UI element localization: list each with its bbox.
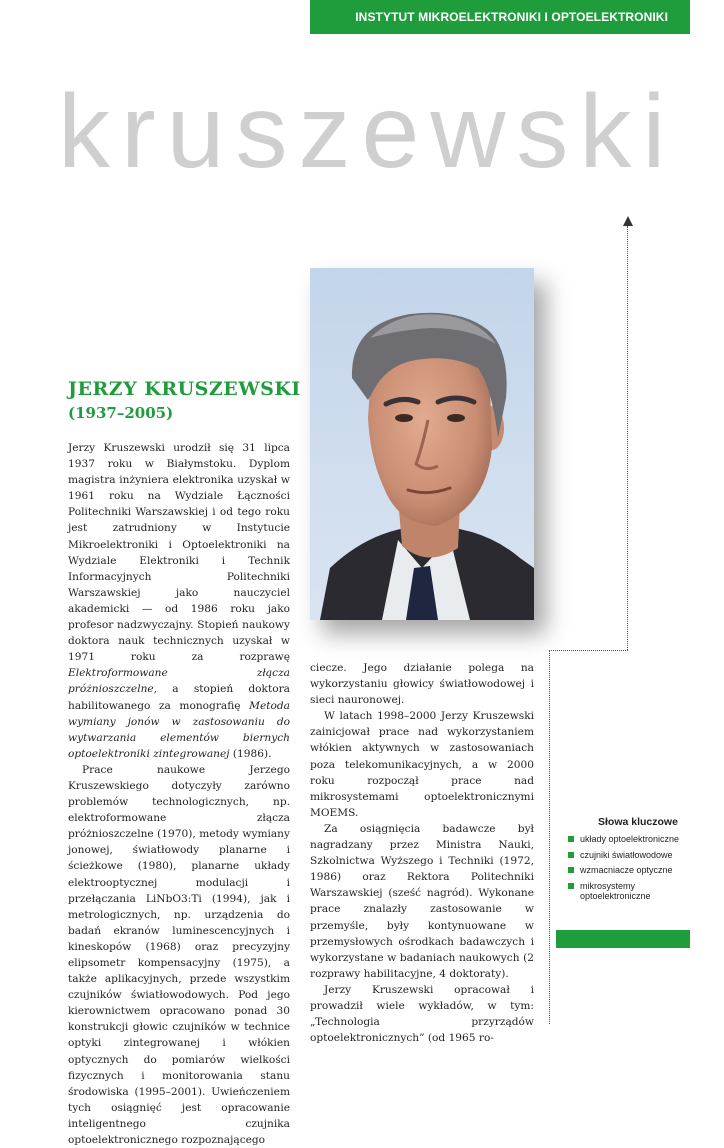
bio-text: a stopień doktora habilitowanego za monografię — [68, 683, 290, 712]
dotted-guide-line — [627, 226, 628, 650]
surname-heading: kruszewski — [58, 74, 677, 190]
person-name: JERZY KRUSZEWSKI — [68, 378, 301, 400]
bio-paragraph: Jerzy Kruszewski opracował i prowadził wiele wykładów, w tym: „Technologia przyrządów optoelektronicznych” (od 1965 ro- — [310, 983, 534, 1045]
keyword-label: wzmacniacze optyczne — [580, 865, 673, 875]
square-bullet-icon — [568, 836, 574, 842]
keyword-item — [566, 834, 690, 845]
bio-text: (1986). — [229, 747, 272, 760]
bio-paragraph: Za osiągnięcia badawcze był nagradzany przez Ministra Nauki, Szkolnictwa Wyższego i Techniki (1972, 1986) oraz Rektora Politechniki Warszawskiej (sześć nagród). Wykonane prace znalazły zastosowanie w przemyśle, były kontynuowane w przemysłowych ośrodkach badawczych i wykorzystane w badaniach naukowych (2 rozprawy habilitacyjne, 4 doktoraty). — [310, 822, 534, 980]
portrait-photo — [310, 268, 534, 620]
keyword-item — [566, 865, 690, 876]
keyword-label: czujniki światłowodowe — [580, 849, 673, 860]
life-dates: (1937–2005) — [68, 404, 174, 422]
bio-paragraph — [68, 440, 290, 762]
keyword-item — [566, 881, 690, 902]
square-bullet-icon — [568, 852, 574, 858]
green-accent-bar — [556, 930, 690, 948]
keyword-label: mikrosystemy optoelektroniczne — [580, 880, 651, 901]
keywords-list — [566, 834, 690, 902]
arrow-up-icon — [623, 216, 633, 226]
institute-name: INSTYTUT MIKROELEKTRONIKI I OPTOELEKTRONIKI — [355, 10, 668, 24]
monograph-title: Metoda wymiany jonów w zastosowaniu do wytwarzania elementów biernych optoelektroniki zintegrowanej — [68, 699, 290, 760]
bio-paragraph: ciecze. Jego działanie polega na wykorzystaniu głowicy światłowodowej i sieci nauronowej. — [310, 662, 534, 707]
bio-paragraph: Prace naukowe Jerzego Kruszewskiego dotyczyły zarówno problemów technologicznych, np. elektroformowane złącza próżnioszczelne (1970), metody wymiany jonowej, światłowody planarne i ścieżkowe (1980), planarne układy elektrooptycznej modulacji i przełączania LiNbO3:Ti (1994), jak i metrologicznych, np. urządzenia do badań ekranów luminescencyjnych i kineskopów (1968) oraz precyzyjny elipsometr kompensacyjny (1975), a także aplikacyjnych, przede wszystkim czujników światłowodowych. Pod jego kierownictwem opracowano ponad 30 konstrukcji głowic czujników w technice optyki zintegrowanej i włókien optycznych do pomiarów wielkości fizycznych i monitorowania stanu środowiska (1995–2001). Uwieńczeniem tych osiągnięć jest opracowanie inteligentnego czujnika optoelektronicznego rozpoznającego — [68, 763, 290, 1147]
dotted-guide-line — [549, 650, 628, 651]
institute-banner — [310, 0, 690, 34]
bio-text: Jerzy Kruszewski urodził się 31 lipca 1937 roku w Białymstoku. Dyplom magistra inżyniera elektronika uzyskał w 1961 roku na Wydziale Łączności Politechniki Warszawskiej i od tego roku jest zatrudniony w Instytucie Mikroelektroniki i Optoelektroniki na Wydziale Elektroniki i Technik Informacyjnych Politechniki Warszawskiej jako nauczyciel akademicki — od 1986 roku jako profesor nadzwyczajny. Stopień naukowy doktora nauk technicznych uzyskał w 1971 roku za rozprawę — [68, 442, 290, 664]
keyword-item — [566, 850, 690, 861]
biography-column-2 — [310, 660, 534, 1046]
bio-paragraph: W latach 1998–2000 Jerzy Kruszewski zainicjował prace nad wykorzystaniem włókien aktywnych w zastosowaniach poza telekomunikacyjnych, a w 2000 roku rozpoczął prace nad mikrosystemami optoelektronicznymi MOEMS. — [310, 710, 534, 819]
dotted-guide-line — [549, 650, 550, 1024]
keyword-label: układy optoelektroniczne — [580, 834, 680, 844]
dissertation-title: Elektroformowane złącza próżnioszczelne, — [68, 667, 290, 696]
keywords-title: Słowa kluczowe — [598, 816, 678, 828]
square-bullet-icon — [568, 883, 574, 889]
portrait-illustration — [310, 268, 534, 620]
biography-column-1 — [68, 440, 290, 1148]
keywords-box — [566, 816, 690, 907]
square-bullet-icon — [568, 867, 574, 873]
